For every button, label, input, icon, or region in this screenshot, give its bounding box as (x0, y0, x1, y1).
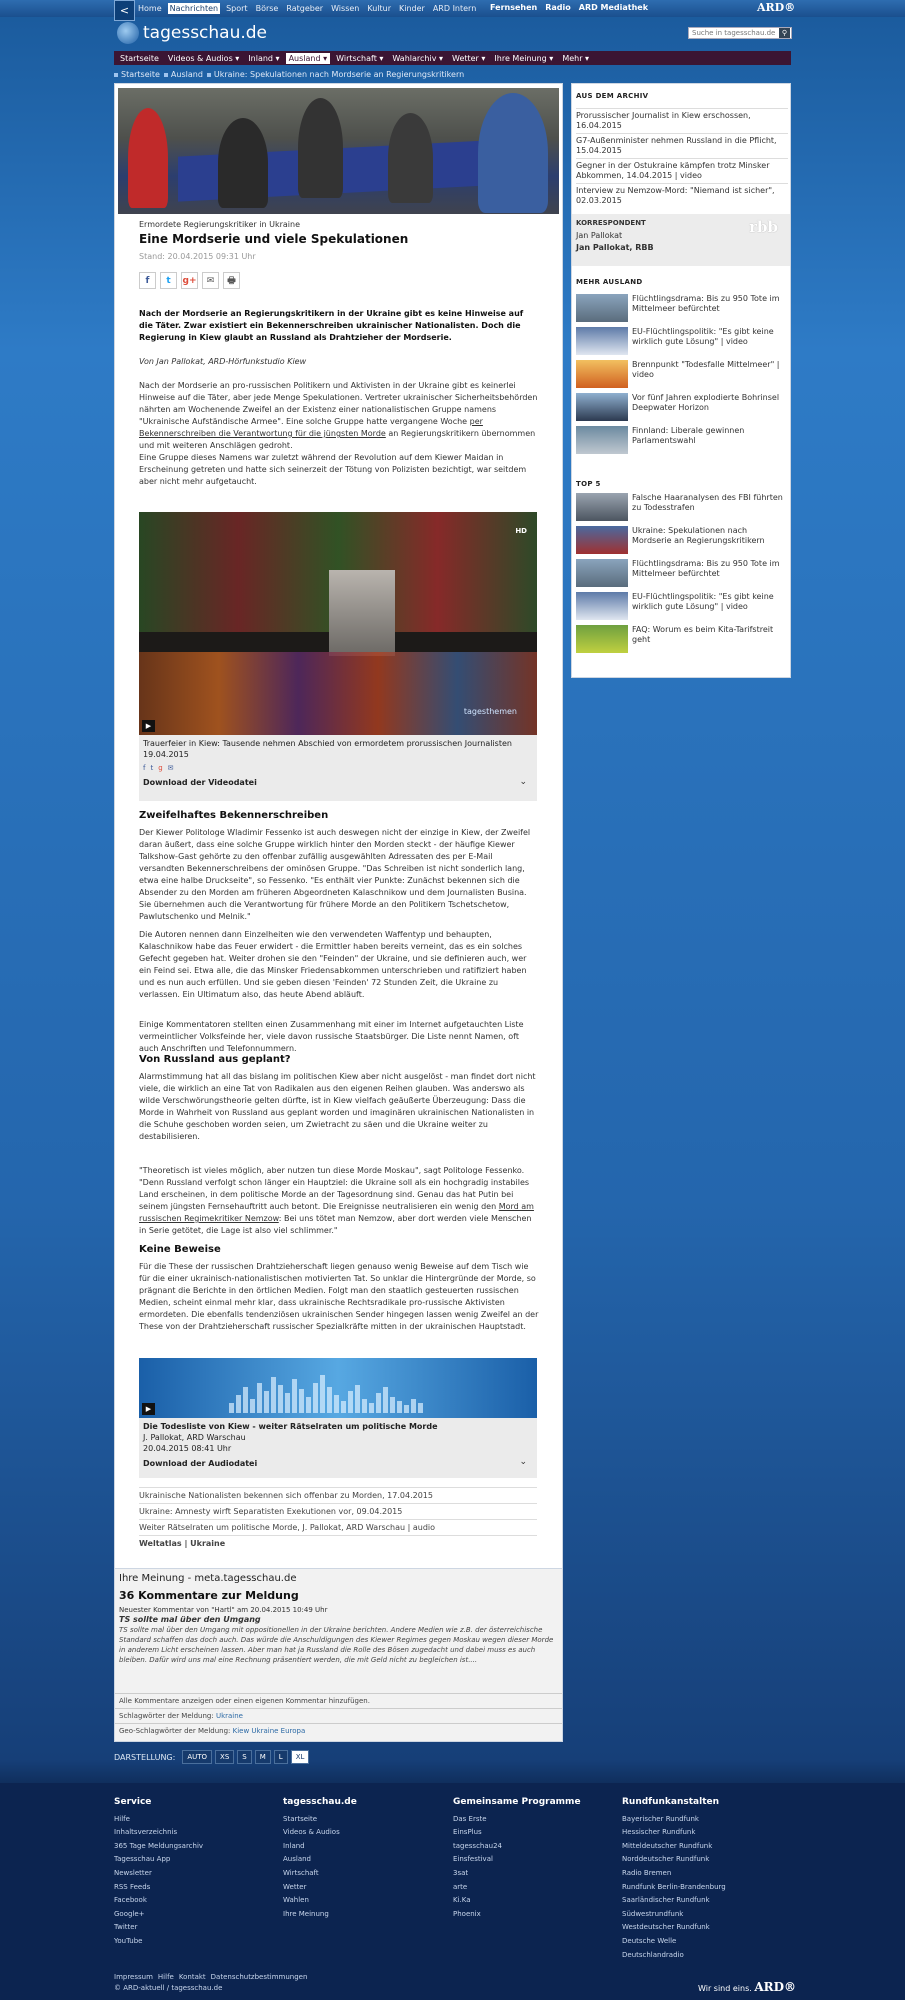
hero-image (118, 88, 559, 214)
paragraph: Die Autoren nennen dann Einzelheiten wie den verwendeten Waffentyp und behaupten, Kalaschnikow habe das Feuer erwidert - die Ermittler haben bereits verneint, das es ein solches Gefecht gegeben hat. Weiter drohen sie den "Feinden" der Ukraine, und sie definieren auch, wer ein Feind sei. Etwa alle, die das Minsker Friedensabkommen unterschrieben und ratifiziert haben und es nun auch erfüllen. Und sie geben diesen 'Feinden' 72 Stunden Zeit, die Ukraine zu verlassen. Ein Ultimatum also, das heute Abend abläuft. (139, 930, 527, 999)
main-nav-item[interactable]: Ausland ▾ (286, 53, 331, 64)
footer-link[interactable]: Phoenix (453, 1909, 481, 1918)
subheading: Zweifelhaftes Bekennerschreiben (139, 810, 329, 821)
correspondent-title: KORRESPONDENT (576, 219, 646, 227)
footer-link[interactable]: 365 Tage Meldungsarchiv (114, 1841, 204, 1850)
footer-link[interactable]: Westdeutscher Rundfunk (622, 1923, 710, 1932)
display-option[interactable]: AUTO (182, 1750, 212, 1764)
footer-link[interactable]: Startseite (283, 1814, 318, 1823)
archive-title: AUS DEM ARCHIV (576, 92, 649, 100)
thumbnail-image (576, 493, 628, 521)
top-nav-item[interactable]: Kultur (367, 4, 391, 13)
video-date: 19.04.2015 (143, 750, 189, 759)
site-logo[interactable] (117, 22, 267, 44)
display-size-selector (114, 1750, 309, 1764)
globe-icon (117, 22, 139, 44)
breadcrumb-item[interactable]: Ausland (164, 70, 203, 79)
top-nav-item[interactable]: Nachrichten (169, 4, 219, 13)
footer-bottom-link[interactable]: Kontakt (178, 1973, 206, 1981)
tagesthemen-logo: tagesthemen (463, 707, 517, 716)
share-icon[interactable]: < (114, 0, 135, 21)
article-title: Eine Mordserie und viele Spekulationen (139, 232, 409, 246)
footer-link[interactable]: Ki.Ka (453, 1896, 471, 1905)
top-nav-item[interactable]: Börse (255, 4, 279, 13)
ard-footer-logo: Wir sind eins. ARD® (698, 1980, 797, 1994)
play-icon[interactable]: ▶ (142, 1403, 155, 1415)
main-nav (114, 51, 791, 65)
facebook-icon[interactable]: f (139, 272, 156, 289)
archive-item[interactable]: Interview zu Nemzow-Mord: "Niemand ist sicher", 02.03.2015 (576, 183, 788, 208)
footer-link[interactable]: Facebook (114, 1896, 147, 1905)
footer-column-title: tagesschau.de (283, 1797, 357, 1807)
archive-item[interactable]: Prorussischer Journalist in Kiew erschossen, 16.04.2015 (576, 108, 788, 133)
footer-link[interactable]: 3sat (453, 1868, 469, 1877)
logo-text: tagesschau.de (143, 23, 268, 43)
footer-bottom-link[interactable]: Datenschutzbestimmungen (210, 1973, 308, 1981)
footer-link[interactable]: Newsletter (114, 1868, 152, 1877)
tag-link[interactable]: Ukraine (215, 1712, 243, 1720)
sidebar-item-label: Vor fünf Jahren explodierte Bohrinsel Deepwater Horizon (632, 393, 780, 412)
correspondent-name: Jan Pallokat (576, 231, 623, 240)
related-link[interactable]: Weltatlas | Ukraine (139, 1535, 537, 1551)
footer-link[interactable]: EinsPlus (453, 1828, 482, 1837)
search-placeholder: Suche in tagesschau.de (692, 29, 776, 37)
article-date: Stand: 20.04.2015 09:31 Uhr (139, 252, 256, 261)
comment-meta: Neuester Kommentar von "Hartl" am 20.04.2015 10:49 Uhr (119, 1606, 328, 1614)
thumbnail-image (576, 426, 628, 454)
top5-item-label: FAQ: Worum es beim Kita-Tarifstreit geht (632, 625, 774, 644)
top5-item[interactable] (576, 524, 788, 557)
footer-link[interactable]: Tagesschau App (114, 1855, 171, 1864)
facebook-icon[interactable]: f (143, 764, 146, 772)
sidebar (571, 83, 791, 678)
archive-item[interactable]: Gegner in der Ostukraine kämpfen trotz Minsker Abkommen, 14.04.2015 | video (576, 158, 788, 183)
chevron-down-icon[interactable]: ⌄ (519, 1457, 527, 1467)
subheading: Keine Beweise (139, 1244, 221, 1255)
audio-caption (139, 1418, 537, 1478)
comments-count: 36 Kommentare zur Meldung (119, 1589, 299, 1602)
top-nav-item[interactable]: Ratgeber (286, 4, 324, 13)
mail-icon[interactable]: ✉ (202, 272, 219, 289)
main-nav-item[interactable]: Wahlarchiv ▾ (392, 53, 443, 63)
comments-box (114, 1568, 563, 1742)
archive-list (576, 108, 788, 208)
search-icon[interactable]: ⚲ (779, 28, 790, 38)
paragraph: Alarmstimmung hat all das bislang im politischen Kiew aber nicht ausgelöst - man findet dort nicht viele, die wirklich an eine Tat von Radikalen aus den eigenen Reihen glauben. Was anderswo als wilde Verschwörungstheorie gelten dürfte, ist in Kiew vielfach geäußerte Überzeugung: Dass die Morde in Wahrheit von Russland aus geplant worden und imaginären ukrainischen Nationalisten in die Schuhe geschoben worden seien, um Zwietracht zu säen und die Ukraine weiter zu destabilisieren. (139, 1072, 536, 1141)
article-kicker: Ermordete Regierungskritiker in Ukraine (139, 220, 300, 229)
audio-download-link[interactable]: Download der Audiodatei (143, 1459, 258, 1468)
video-share (143, 764, 174, 772)
top-nav-right-item[interactable]: Fernsehen (490, 3, 538, 12)
hd-badge: HD (515, 527, 527, 535)
top-nav-item[interactable]: Sport (226, 4, 248, 13)
footer-bottom-link[interactable]: Hilfe (157, 1973, 174, 1981)
paragraph: Für die These der russischen Drahtzieherschaft liegen genauso wenig Beweise auf dem Tisch wie für die einer ukrainisch-nationalistischen motivierten Tat. So unklar die Hintergründe der Morde, so prägnant die Berichte in den örtlichen Medien. Folgt man den staatlich gesteuerten russischen Medien, scheint einmal mehr klar, dass ukrainische Rechtsradikale pro-russische Aktivisten ermordeten. Die ebenfalls tendenziösen ukrainischen Sender hingegen lassen wenig Zweifel an der These von der Drahtzieherschaft russischer Spezialkräfte mitten in der ukrainischen Hauptstadt. (139, 1262, 539, 1331)
correspondent-full[interactable]: Jan Pallokat, RBB (576, 243, 654, 252)
footer-link[interactable]: tagesschau24 (453, 1841, 502, 1850)
top-nav-item[interactable]: Home (138, 4, 162, 13)
sidebar-item-label: Flüchtlingsdrama: Bis zu 950 Tote im Mittelmeer befürchtet (632, 294, 780, 313)
copyright: © ARD-aktuell / tagesschau.de (114, 1984, 223, 1992)
all-comments-link[interactable]: Alle Kommentare anzeigen oder einen eigenen Kommentar hinzufügen. (115, 1693, 562, 1707)
footer-link[interactable]: Inhaltsverzeichnis (114, 1828, 178, 1837)
video-download-link[interactable]: Download der Videodatei (143, 778, 257, 787)
video-caption (139, 735, 537, 801)
inline-link[interactable]: Mord am russischen Regimekritiker Nemzow (139, 1202, 534, 1223)
breadcrumb (114, 70, 464, 79)
footer-link[interactable]: Ausland (283, 1855, 311, 1864)
rbb-logo: rbb (749, 218, 778, 236)
comment-title: TS sollte mal über den Umgang (119, 1615, 261, 1624)
related-link[interactable]: Ukraine: Amnesty wirft Separatisten Exekutionen vor, 09.04.2015 (139, 1503, 537, 1519)
correspondent-box (572, 214, 790, 266)
display-option[interactable]: M (255, 1750, 271, 1764)
play-icon[interactable]: ▶ (142, 720, 155, 732)
footer-link[interactable]: Hilfe (114, 1814, 130, 1823)
sidebar-item[interactable] (576, 325, 788, 358)
thumbnail-image (576, 393, 628, 421)
sidebar-item[interactable] (576, 391, 788, 424)
footer-column (622, 1796, 726, 1962)
footer-link[interactable]: Inland (283, 1841, 305, 1850)
audio-date: 20.04.2015 08:41 Uhr (143, 1444, 232, 1453)
related-link[interactable]: Ukrainische Nationalisten bekennen sich offenbar zu Morden, 17.04.2015 (139, 1487, 537, 1503)
top5-item[interactable] (576, 590, 788, 623)
paragraph: Eine Gruppe dieses Namens war zuletzt während der Revolution auf dem Kiewer Maidan in Erscheinung getreten und hatte sich seinerzeit der Tötung von Polizisten bezichtigt, war seitdem aber nicht mehr aufgetaucht. (139, 453, 527, 486)
top5-item-label: Falsche Haaranalysen des FBI führten zu Todesstrafen (632, 493, 783, 512)
main-nav-item[interactable]: Wirtschaft ▾ (336, 53, 384, 63)
footer-bottom-link[interactable]: Impressum (114, 1973, 153, 1981)
footer-link[interactable]: Saarländischer Rundfunk (622, 1896, 710, 1905)
top-nav-item[interactable]: ARD Intern (432, 4, 477, 13)
footer-link[interactable]: Bayerischer Rundfunk (622, 1814, 699, 1823)
video-title: Trauerfeier in Kiew: Tausende nehmen Abschied von ermordetem prorussischen Journalisten (143, 739, 512, 748)
archive-item[interactable]: G7-Außenminister nehmen Russland in die Pflicht, 15.04.2015 (576, 133, 788, 158)
video-player[interactable] (139, 512, 537, 735)
top5-item-label: Flüchtlingsdrama: Bis zu 950 Tote im Mittelmeer befürchtet (632, 559, 780, 578)
display-option[interactable]: XL (291, 1750, 310, 1764)
chevron-down-icon[interactable]: ⌄ (519, 777, 527, 787)
footer-link[interactable]: Wirtschaft (283, 1868, 319, 1877)
subheading: Von Russland aus geplant? (139, 1054, 291, 1065)
geo-tag-link[interactable]: Kiew Ukraine Europa (232, 1727, 306, 1735)
main-nav-item[interactable]: Startseite (120, 53, 159, 63)
top-nav-item[interactable]: Wissen (331, 4, 360, 13)
footer-link[interactable]: Rundfunk Berlin-Brandenburg (622, 1882, 726, 1891)
footer-link[interactable]: Radio Bremen (622, 1868, 672, 1877)
sidebar-item[interactable] (576, 358, 788, 391)
inline-link[interactable]: per Bekennerschreiben die Verantwortung für die jüngsten Morde (139, 417, 483, 438)
main-nav-item[interactable]: Ihre Meinung ▾ (494, 53, 554, 63)
breadcrumb-item[interactable]: Startseite (114, 70, 160, 79)
print-icon[interactable]: 🖶 (223, 272, 240, 289)
twitter-icon[interactable]: t (160, 272, 177, 289)
comment-body: TS sollte mal über den Umgang mit oppositionellen in der Ukraine berichten. Andere Medien wie z.B. der österreichische Standard schaffen das doch auch. Das würde die Anschuldigungen des Kiewer Regimes gegen Moskau wegen dieser Morde in anderem Licht erscheinen lassen. Aber man hat ja Russland die Rolle des Bösen zugedacht und dabei muss es auch bleiben. Dafür wird uns mal eine Rechnung präsentiert werden, die mit Geld nicht zu begleichen ist.... (119, 1626, 554, 1664)
top-nav-right (490, 3, 648, 12)
paragraph: Nach der Mordserie an pro-russischen Politikern und Aktivisten in der Ukraine gibt es keinerlei Hinweise auf die Täter, aber jede Menge Spekulationen. Vertreter ukrainischer Sicherheitsbehörden nährten am Wochenende Zweifel an der Existenz einer nationalistischen Gruppe namens "Ukrainische Aufständische Armee". Eine solche Gruppe hatte vergangene Woche per Bekennerschreiben die Verantwortung für die jüngsten Morde an Regierungskritikern übernommen und mit weiteren Anschlägen gedroht. (139, 381, 538, 450)
top5-item[interactable] (576, 623, 788, 656)
footer-link[interactable]: Das Erste (453, 1814, 487, 1823)
top5-item[interactable] (576, 491, 788, 524)
mail-icon[interactable]: ✉ (167, 764, 174, 772)
footer-link[interactable]: RSS Feeds (114, 1882, 151, 1891)
twitter-icon[interactable]: t (150, 764, 154, 772)
googleplus-icon[interactable]: g (158, 764, 163, 772)
sidebar-item-label: Finnland: Liberale gewinnen Parlamentswahl (632, 426, 745, 445)
main-nav-item[interactable]: Wetter ▾ (452, 53, 486, 63)
footer-link[interactable]: YouTube (114, 1936, 143, 1945)
audio-author: J. Pallokat, ARD Warschau (143, 1433, 246, 1442)
top-nav-item[interactable]: Kinder (399, 4, 425, 13)
top5-item-label: EU-Flüchtlingspolitik: "Es gibt keine wirklich gute Lösung" | video (632, 592, 774, 611)
display-option[interactable]: XS (215, 1750, 234, 1764)
top-nav-right-item[interactable]: Radio (545, 3, 571, 12)
footer-link[interactable]: arte (453, 1882, 468, 1891)
footer-link[interactable]: Deutschlandradio (622, 1950, 684, 1959)
main-nav-item[interactable]: Inland ▾ (248, 53, 280, 63)
related-links (139, 1487, 537, 1551)
article-author: Von Jan Pallokat, ARD-Hörfunkstudio Kiew (139, 357, 307, 366)
top5-title: TOP 5 (576, 480, 601, 488)
thumbnail-image (576, 526, 628, 554)
thumbnail-image (576, 294, 628, 322)
share-buttons (139, 272, 240, 289)
comments-section-title[interactable]: Ihre Meinung - meta.tagesschau.de (119, 1573, 297, 1584)
footer (0, 1783, 905, 2000)
sidebar-item-label: Brennpunkt "Todesfalle Mittelmeer" | video (632, 360, 780, 379)
article-lead: Nach der Mordserie an Regierungskritikern in der Ukraine gibt es keine Hinweise auf die Täter. Zwar existiert ein Bekennerschreiben ukrainischer Nationalisten. Doch die Regierung in Kiew glaubt an Russland als Drahtzieher der Mordserie. (139, 309, 524, 342)
googleplus-icon[interactable]: g+ (181, 272, 198, 289)
top5-item[interactable] (576, 557, 788, 590)
footer-column-title: Gemeinsame Programme (453, 1797, 581, 1807)
footer-link[interactable]: Deutsche Welle (622, 1936, 677, 1945)
ard-logo[interactable]: ARD® (757, 1, 796, 14)
display-label: DARSTELLUNG: (114, 1752, 176, 1762)
footer-link[interactable]: Einsfestival (453, 1855, 493, 1864)
footer-column-title: Service (114, 1797, 152, 1807)
mehr-ausland-title: MEHR AUSLAND (576, 278, 643, 286)
footer-column-title: Rundfunkanstalten (622, 1797, 720, 1807)
footer-link[interactable]: Twitter (114, 1923, 138, 1932)
thumbnail-image (576, 327, 628, 355)
sidebar-item[interactable] (576, 292, 788, 325)
display-option[interactable]: S (237, 1750, 251, 1764)
footer-link[interactable]: Hessischer Rundfunk (622, 1828, 696, 1837)
display-option[interactable]: L (274, 1750, 288, 1764)
footer-column (453, 1796, 581, 1921)
footer-link[interactable]: Wetter (283, 1882, 307, 1891)
footer-link[interactable]: Norddeutscher Rundfunk (622, 1855, 710, 1864)
geo-tags-row: Geo-Schlagwörter der Meldung: Kiew Ukraine Europa (115, 1723, 562, 1737)
sidebar-item[interactable] (576, 424, 788, 457)
main-nav-item[interactable]: Mehr ▾ (562, 53, 590, 63)
paragraph: "Theoretisch ist vieles möglich, aber nutzen tun diese Morde Moskau", sagt Politologe Fessenko. "Denn Russland verfolgt schon länger ein Hauptziel: die Ukraine soll als ein hochgradig instabiles Land erscheinen, in dem politische Morde an der Tagesordnung sind. Genau das hat Putin bei seinem jüngsten Fernsehauftritt auch betont. Die Ereignisse neutralisieren ein wenig den Mord am russischen Regimekritiker Nemzow: Bei uns tötet man Nemzow, aber dort werden viele Menschen in Serie getötet, die Lage ist also viel schlimmer." (139, 1166, 534, 1235)
footer-link[interactable]: Südwestrundfunk (622, 1909, 684, 1918)
thumbnail-image (576, 592, 628, 620)
footer-link[interactable]: Videos & Audios (283, 1828, 340, 1837)
thumbnail-image (576, 360, 628, 388)
paragraph: Der Kiewer Politologe Wladimir Fessenko ist auch deswegen nicht der einzige in Kiew, der Zweifel daran äußert, dass eine solche Gruppe wirklich hinter den Morden steckt - der häufige Kiewer Talkshow-Gast gehörte zu den offenbar zufällig ausgewählten Adressaten des per E-Mail versandten Bekennerschreibens der ominösen Gruppe. "Das Schreiben ist nicht sonderlich lang, etwa eine halbe Druckseite", so Fessenko. "Es enthält vier Punkte: Zunächst bekennen sich die Absender zu den Morden am früheren Abgeordneten Kalaschnikow und dem Journalisten Busina. Sie übernehmen auch die Verantwortung für frühere Morde an den Politikern Tschetschetow, Pawlutschenko und Melnik." (139, 828, 531, 921)
top-nav (136, 3, 478, 14)
footer-column (283, 1796, 357, 1921)
sidebar-item-label: EU-Flüchtlingspolitik: "Es gibt keine wirklich gute Lösung" | video (632, 327, 774, 346)
audio-player[interactable] (139, 1358, 537, 1418)
thumbnail-image (576, 559, 628, 587)
footer-link[interactable]: Mitteldeutscher Rundfunk (622, 1841, 713, 1850)
main-nav-item[interactable]: Videos & Audios ▾ (167, 53, 240, 63)
thumbnail-image (576, 625, 628, 653)
footer-bottom (114, 1972, 312, 1994)
footer-link[interactable]: Wahlen (283, 1896, 309, 1905)
article (114, 83, 563, 1599)
footer-link[interactable]: Google+ (114, 1909, 145, 1918)
search-input[interactable] (688, 27, 792, 39)
footer-link[interactable]: Ihre Meinung (283, 1909, 329, 1918)
paragraph: Einige Kommentatoren stellten einen Zusammenhang mit einer im Internet aufgetauchten Liste vermeintlicher Volksfeinde her, viele davon russische Staatsbürger. Die Liste nennt Namen, oft auch Anschriften und Telefonnummern. (139, 1020, 524, 1053)
related-link[interactable]: Weiter Rätselraten um politische Morde, J. Pallokat, ARD Warschau | audio (139, 1519, 537, 1535)
top5-item-label: Ukraine: Spekulationen nach Mordserie an Regierungskritikern (632, 526, 765, 545)
breadcrumb-item[interactable]: Ukraine: Spekulationen nach Mordserie an Regierungskritikern (207, 70, 464, 79)
footer-column (114, 1796, 203, 1949)
audio-title: Die Todesliste von Kiew - weiter Rätselraten um politische Morde (143, 1422, 438, 1431)
top-nav-right-item[interactable]: ARD Mediathek (578, 3, 649, 12)
tags-row: Schlagwörter der Meldung: Ukraine (115, 1708, 562, 1722)
